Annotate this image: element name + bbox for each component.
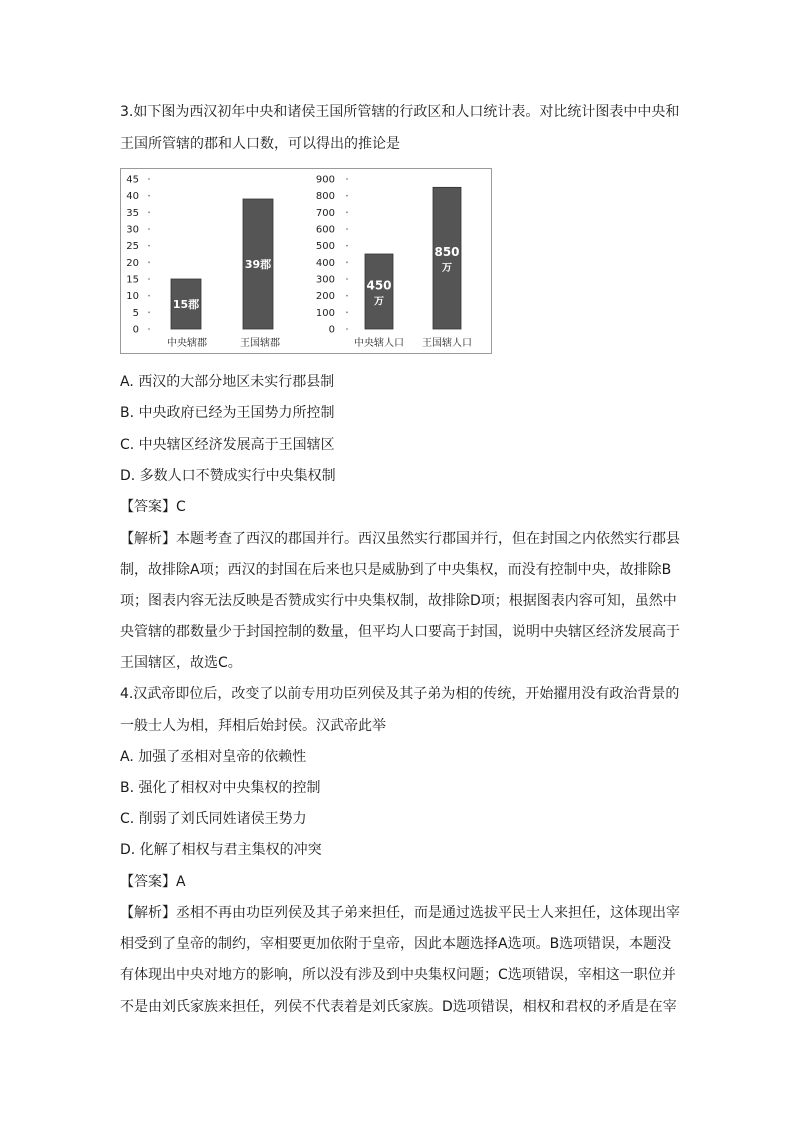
y-tick-mark [346,228,348,230]
y-tick-label: 900 [315,174,335,186]
y-tick-label: 25 [126,241,139,253]
category-label: 王国辖人口 [422,338,472,349]
y-tick-label: 700 [315,207,335,219]
y-tick-mark [346,311,348,313]
y-tick-label: 20 [126,257,139,269]
q3-option-c: C. 中央辖区经济发展高于王国辖区 [120,437,335,453]
q4-option-a: A. 加强了丞相对皇帝的依赖性 [120,749,307,765]
y-tick-mark [346,211,348,213]
y-tick-label: 15 [126,274,139,286]
q4-analysis-line-4: 不是由刘氏家族来担任，列侯不代表着是刘氏家族。D选项错误，相权和君权的矛盾是在宰 [120,999,677,1015]
q3-option-a: A. 西汉的大部分地区未实行郡县制 [120,374,335,390]
q3-option-b: B. 中央政府已经为王国势力所控制 [120,405,335,421]
category-label: 中央辖人口 [354,338,404,349]
y-tick-label: 800 [315,191,335,203]
category-label: 中央辖郡 [167,338,207,349]
y-tick-mark [346,195,348,197]
category-label: 王国辖郡 [240,338,280,349]
q4-analysis-line-2: 相受到了皇帝的制约，宰相要更加依附于皇帝，因此本题选择A选项。B选项错误，本题没 [120,936,672,952]
bar-chart-pair [121,169,491,353]
y-tick-mark [148,178,150,180]
q4-stem-line-2: 一般士人为相，拜相后始封侯。汉武帝此举 [120,718,386,734]
q4-option-b: B. 强化了相权对中央集权的控制 [120,780,321,796]
y-tick-label: 0 [328,324,335,336]
y-tick-mark [148,278,150,280]
y-tick-mark [148,245,150,247]
q3-chart-figure [120,168,492,354]
q3-option-d: D. 多数人口不赞成实行中央集权制 [120,468,336,484]
y-tick-label: 500 [315,241,335,253]
y-tick-label: 200 [315,291,335,303]
q3-analysis-line-4: 央管辖的郡数量少于封国控制的数量，但平均人口要高于封国，说明中央辖区经济发展高于 [120,624,680,640]
y-tick-mark [148,261,150,263]
y-tick-label: 5 [132,307,139,319]
y-tick-label: 45 [126,174,139,186]
y-tick-mark [148,295,150,297]
q3-stem-line-2: 王国所管辖的郡和人口数，可以得出的推论是 [120,136,400,152]
y-tick-mark [346,278,348,280]
y-tick-mark [346,245,348,247]
q4-answer: 【答案】A [120,874,186,890]
y-tick-label: 10 [126,291,139,303]
y-tick-mark [346,261,348,263]
y-tick-label: 35 [126,207,139,219]
q3-answer: 【答案】C [120,499,186,515]
q4-analysis-line-1: 【解析】丞相不再由功臣列侯及其子弟来担任，而是通过选拔平民士人来担任，这体现出宰 [120,905,680,921]
q3-analysis-line-3: 项；图表内容无法反映是否赞成实行中央集权制，故排除D项；根据图表内容可知，虽然中 [120,593,677,609]
bar-data-label-unit: 万 [374,296,384,308]
q4-option-d: D. 化解了相权与君主集权的冲突 [120,842,322,858]
y-tick-mark [148,228,150,230]
y-tick-label: 100 [315,307,335,319]
q3-analysis-line-2: 制，故排除A项；西汉的封国在后来也只是威胁到了中央集权，而没有控制中央，故排除B [120,562,672,578]
y-tick-label: 300 [315,274,335,286]
bar-data-label: 450 [366,278,392,293]
bar-data-label: 850 [434,245,460,260]
q3-stem-line-1: 3.如下图为西汉初年中央和诸侯王国所管辖的行政区和人口统计表。对比统计图表中中央和 [120,104,680,120]
y-tick-mark [346,328,348,330]
y-tick-label: 30 [126,224,139,236]
y-tick-label: 600 [315,224,335,236]
bar-data-label: 39郡 [244,258,272,271]
y-tick-mark [346,295,348,297]
y-tick-mark [148,195,150,197]
q3-analysis-line-5: 王国辖区，故选C。 [120,655,242,671]
y-tick-mark [346,178,348,180]
q4-analysis-line-3: 有体现出中央对地方的影响，所以没有涉及到中央集权问题；C选项错误，宰相这一职位并 [120,967,676,983]
y-tick-label: 0 [132,324,139,336]
y-tick-label: 400 [315,257,335,269]
y-tick-mark [148,311,150,313]
q4-option-c: C. 削弱了刘氏同姓诸侯王势力 [120,811,307,827]
y-tick-mark [148,328,150,330]
y-tick-label: 40 [126,191,139,203]
q3-analysis-line-1: 【解析】本题考查了西汉的郡国并行。西汉虽然实行郡国并行，但在封国之内依然实行郡县 [120,531,680,547]
q4-stem-line-1: 4.汉武帝即位后，改变了以前专用功臣列侯及其子弟为相的传统，开始擢用没有政治背景的 [120,686,680,702]
y-tick-mark [148,211,150,213]
bar-data-label: 15郡 [172,298,200,311]
bar-data-label-unit: 万 [442,263,452,275]
